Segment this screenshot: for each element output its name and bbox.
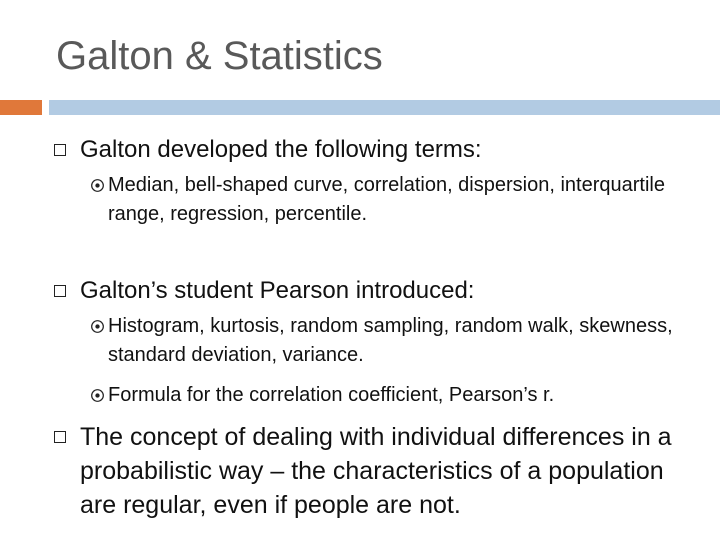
slide-title: Galton & Statistics [56,34,383,78]
square-bullet-icon [54,285,66,297]
target-bullet-icon [90,388,105,403]
square-bullet-icon [54,144,66,156]
target-bullet-icon [90,319,105,334]
bullet-2-sub-2: Formula for the correlation coefficient, Pearson’s r. [108,384,555,406]
bullet-1-text: Galton developed the following terms: [80,136,482,163]
target-bullet-icon [90,178,105,193]
bullet-1-sub-1: Median, bell-shaped curve, correlation, dispersion, interquartile range, regression, percentile. [108,174,665,225]
bullet-3-text: The concept of dealing with individual differences in a probabilistic way – the characteristics of a population are regular, even if people are not. [80,423,672,519]
square-bullet-icon [54,431,66,443]
bullet-2-text: Galton’s student Pearson introduced: [80,277,475,304]
bullet-2-sub-1: Histogram, kurtosis, random sampling, random walk, skewness, standard deviation, variance. [108,315,673,366]
